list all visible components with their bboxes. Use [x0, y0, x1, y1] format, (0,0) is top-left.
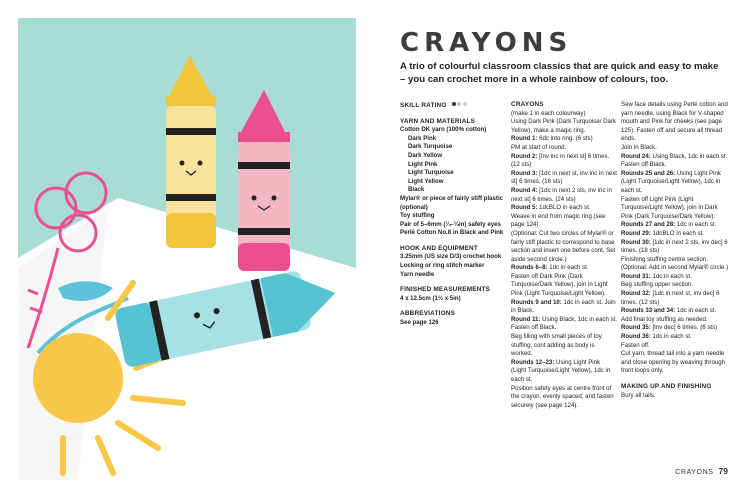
round-text: [Inv inc in next st] 6 times. (12 sts) — [511, 152, 610, 169]
round-text: Fasten off Light Pink (Light Turquoise/Light Yellow), join in Dark Pink (Dark Turquoise/Dark Yellow). — [621, 195, 718, 220]
round-text: Using Black, 1dc in each st. Fasten off Black. — [621, 152, 728, 169]
round-label: Round 32: — [621, 290, 651, 298]
pattern-line — [511, 359, 617, 385]
round-text: [1dc in next st, inv dec] 6 times. (12 sts) — [621, 290, 720, 306]
abbr-heading: ABBREVIATIONS — [400, 310, 456, 318]
pattern-line — [621, 221, 731, 230]
round-text: Fasten off. — [621, 341, 650, 349]
materials-column — [400, 101, 508, 328]
pattern-line — [621, 230, 731, 239]
round-label: Round 3: — [511, 169, 538, 177]
round-text: Using Light Pink (Light Turquoise/Light Yellow), 1dc in each st. — [511, 358, 611, 383]
round-text: Using Light Pink (Light Turquoise/Light Yellow), 1dc in each st. — [621, 169, 721, 194]
round-text: Add final toy stuffing as needed. — [621, 315, 708, 323]
pattern-line — [511, 153, 617, 170]
round-label: Round 31: — [621, 272, 651, 280]
round-text: (Optional: Cut two circles of Mylar® or fairly stiff plastic to correspond to base section and insert one before cont. Set aside second circle.) — [511, 229, 616, 263]
pattern-line — [621, 324, 731, 333]
round-text: 1dc in each st. — [650, 272, 692, 280]
round-text: [1dc in next 2 sts, inv inc in next st] 6 times. (24 sts) — [511, 186, 612, 203]
pattern-line — [511, 230, 617, 264]
round-text: [Inv dec] 6 times. (6 sts) — [650, 324, 718, 332]
round-label: Round 4: — [511, 186, 538, 194]
round-text: Position safety eyes at centre front of the crayon, evenly spaced, and fasten securely (see page 124). — [511, 384, 614, 409]
pattern-line — [621, 144, 731, 153]
colour-item: Dark Turquoise — [408, 143, 453, 151]
pattern-line — [621, 281, 731, 290]
round-text: 1dc in each st. — [675, 221, 717, 229]
measure-heading: FINISHED MEASUREMENTS — [400, 286, 491, 294]
finish-text: Bury all tails. — [621, 391, 656, 399]
pattern-line — [621, 273, 731, 282]
pattern-line — [511, 385, 617, 411]
round-text: 1dc in each st. — [675, 307, 717, 315]
round-text: 1dcBLO in each st. — [537, 204, 591, 212]
intro-text: A trio of colourful classroom classics that are quick and easy to make – you can crochet more in a whole rainbow of colours, too. — [400, 61, 719, 85]
pattern-line — [621, 256, 731, 265]
pattern-line — [511, 273, 617, 299]
skill-rating-dots — [452, 101, 469, 110]
pattern-line — [511, 135, 617, 144]
round-label: Round 29: — [621, 229, 651, 237]
colour-item: Light Yellow — [408, 177, 444, 185]
colour-item: Dark Yellow — [408, 151, 443, 159]
round-label: Round 35: — [621, 324, 651, 332]
pattern-line — [621, 316, 731, 325]
round-label: Rounds 33 and 34: — [621, 307, 676, 315]
pattern-line — [511, 187, 617, 204]
hook-heading: HOOK AND EQUIPMENT — [400, 244, 478, 252]
round-text: 1dc in each st. Join in Black. — [511, 298, 616, 315]
round-label: Round 11: — [511, 315, 541, 323]
pattern-line — [511, 213, 617, 230]
pattern-line — [511, 316, 617, 333]
round-text: (make 1 in each colourway) — [511, 109, 586, 117]
round-label: Round 1: — [511, 135, 538, 143]
pattern-line — [511, 170, 617, 187]
round-label: Rounds 9 and 10: — [511, 298, 562, 306]
skill-rating — [400, 101, 508, 111]
round-label: Rounds 25 and 26: — [621, 169, 676, 177]
page-number: 79 — [718, 466, 728, 476]
round-text: Beg stuffing upper section. — [621, 281, 694, 289]
round-text: 6dc into ring. (6 sts) — [537, 135, 593, 143]
skill-dot-icon — [457, 102, 461, 106]
footer-label: CRAYONS — [675, 469, 714, 476]
round-label: Round 24: — [621, 152, 651, 160]
pattern-line — [621, 307, 731, 316]
pattern-line — [511, 204, 617, 213]
hook-item: 3.25mm (US size D/3) crochet hook — [400, 253, 502, 261]
pattern-line — [511, 299, 617, 316]
round-label: Rounds 6–8: — [511, 264, 548, 272]
round-text: Beg filling with small pieces of toy stuffing, cont adding as body is worked. — [511, 333, 602, 358]
round-text: [1dc in next st, inv inc in next st] 6 times. (18 sts) — [511, 169, 618, 186]
material-item: Perlé Cotton No.8 in Black and Pink — [400, 229, 504, 237]
yarn-heading: YARN AND MATERIALS — [400, 117, 476, 125]
colour-item: Dark Pink — [408, 134, 437, 142]
colour-item: Light Pink — [408, 160, 438, 168]
pattern-line — [511, 144, 617, 153]
pattern-line — [511, 264, 617, 273]
pattern-line — [621, 342, 731, 351]
round-text: Sew face details using Perlé cotton and yarn needle, using Black for V-shaped mouth and Pink for cheeks (see page 125). Fasten off and secure all thread ends. — [621, 101, 728, 143]
pattern-line — [621, 239, 731, 256]
pattern-column-1 — [511, 101, 617, 410]
skill-dot-icon — [463, 102, 467, 106]
pattern-line — [621, 101, 731, 144]
finish-heading: MAKING UP AND FINISHING — [621, 383, 712, 390]
round-text: Using Dark Pink (Dark Turquoise/ Dark Yellow), make a magic ring. — [511, 118, 616, 134]
round-text: 1dc in each st. — [547, 264, 589, 272]
colour-item: Light Turquoise — [408, 169, 454, 177]
crayons-photo — [18, 18, 356, 480]
hook-item: Yarn needle — [400, 270, 435, 278]
abbr-value: See page 126 — [400, 319, 439, 327]
round-text: 1dcBLO in each st. — [650, 229, 704, 237]
round-text: Finishing stuffing centre section. — [621, 255, 708, 263]
material-item: Mylar® or piece of fairly stiff plastic (optional) — [400, 194, 504, 211]
round-text: 1dc in each st. — [650, 333, 692, 341]
round-text: [1dc in next 2 sts, inv dec] 6 times. (18 sts) — [621, 238, 728, 255]
pattern-line — [621, 170, 731, 196]
pattern-line — [621, 264, 731, 273]
yarn-lead: Cotton DK yarn (100% cotton) — [400, 126, 487, 134]
round-text: Join in Black. — [621, 143, 657, 151]
round-label: Round 5: — [511, 204, 538, 212]
page-title: CRAYONS — [400, 28, 573, 58]
skill-dot-icon — [452, 102, 456, 106]
hook-item: Locking or ring stitch marker — [400, 262, 485, 270]
pattern-line — [621, 350, 731, 376]
round-text: (Optional: Add in second Mylar® circle.) — [621, 264, 729, 272]
pattern-line — [621, 333, 731, 342]
pattern-line — [621, 153, 731, 170]
round-label: Round 2: — [511, 152, 538, 160]
round-label: Round 30: — [621, 238, 651, 246]
round-label: Round 36: — [621, 333, 651, 341]
skill-rating-label: SKILL RATING — [400, 101, 447, 109]
page-footer — [675, 466, 728, 476]
pattern-line — [511, 333, 617, 359]
round-text: Weave in end from magic ring (see page 124). — [511, 212, 606, 229]
material-item: Toy stuffing — [400, 212, 435, 220]
round-text: PM at start of round. — [511, 143, 567, 151]
round-label: Rounds 27 and 28: — [621, 221, 676, 229]
pattern-column-2 — [621, 101, 731, 400]
pattern-line — [511, 118, 617, 135]
round-label: Rounds 12–23: — [511, 358, 555, 366]
round-text: Cut yarn, thread tail into a yarn needle and close opening by weaving through front loops only. — [621, 350, 726, 375]
pattern-line — [511, 110, 617, 119]
material-item: Pair of 5–6mm (¼–¼in) safety eyes — [400, 220, 501, 228]
round-text: Fasten off Dark Pink (Dark Turquoise/Dark Yellow), join in Light Pink (Light Turquoise/Light Yellow). — [511, 272, 608, 298]
crayons-heading: CRAYONS — [511, 101, 544, 108]
pattern-line — [621, 290, 731, 307]
pattern-line — [621, 196, 731, 222]
measure-value: 4 x 12.5cm (1½ x 5in) — [400, 294, 461, 302]
colour-item: Black — [408, 186, 425, 194]
round-text: Using Black, 1dc in each st. Fasten off Black. — [511, 315, 618, 332]
